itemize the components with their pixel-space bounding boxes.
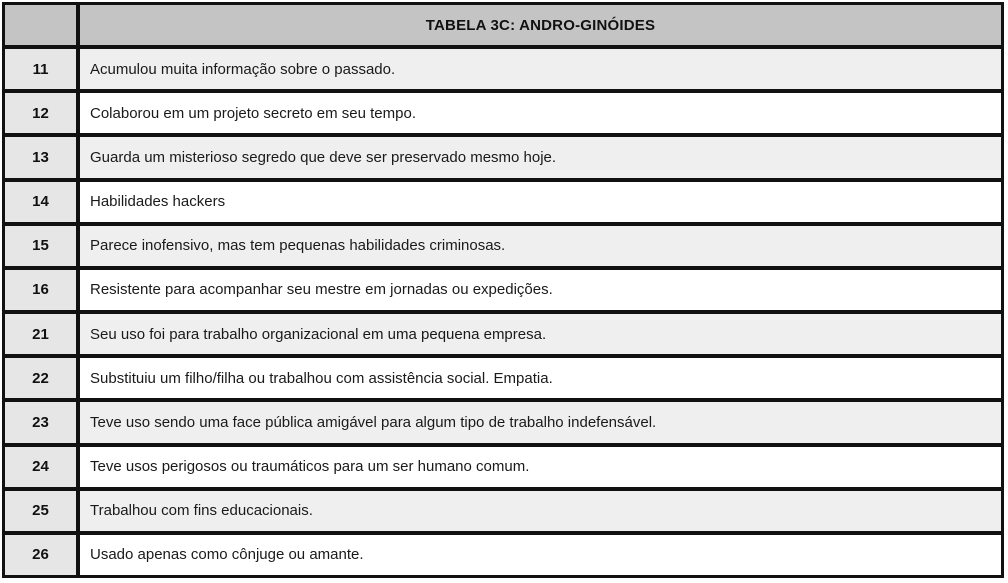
roll-table: [2, 2, 1004, 578]
row-number: 15: [5, 226, 76, 266]
header-number-cell: [5, 5, 76, 45]
row-description: Resistente para acompanhar seu mestre em jornadas ou expedições.: [80, 270, 1001, 310]
row-number: 13: [5, 137, 76, 177]
row-number: 12: [5, 93, 76, 133]
row-number: 24: [5, 447, 76, 487]
table-title: TABELA 3C: ANDRO-GINÓIDES: [80, 5, 1001, 45]
row-description: Acumulou muita informação sobre o passado.: [80, 49, 1001, 89]
row-description: Parece inofensivo, mas tem pequenas habilidades criminosas.: [80, 226, 1001, 266]
row-description: Usado apenas como cônjuge ou amante.: [80, 535, 1001, 575]
row-description: Guarda um misterioso segredo que deve ser preservado mesmo hoje.: [80, 137, 1001, 177]
row-number: 22: [5, 358, 76, 398]
row-number: 25: [5, 491, 76, 531]
row-description: Trabalhou com fins educacionais.: [80, 491, 1001, 531]
row-number: 23: [5, 402, 76, 442]
row-description: Habilidades hackers: [80, 182, 1001, 222]
row-number: 26: [5, 535, 76, 575]
row-number: 21: [5, 314, 76, 354]
row-number: 16: [5, 270, 76, 310]
row-description: Colaborou em um projeto secreto em seu tempo.: [80, 93, 1001, 133]
row-description: Teve usos perigosos ou traumáticos para um ser humano comum.: [80, 447, 1001, 487]
row-description: Teve uso sendo uma face pública amigável para algum tipo de trabalho indefensável.: [80, 402, 1001, 442]
row-description: Seu uso foi para trabalho organizacional em uma pequena empresa.: [80, 314, 1001, 354]
row-description: Substituiu um filho/filha ou trabalhou com assistência social. Empatia.: [80, 358, 1001, 398]
row-number: 11: [5, 49, 76, 89]
row-number: 14: [5, 182, 76, 222]
